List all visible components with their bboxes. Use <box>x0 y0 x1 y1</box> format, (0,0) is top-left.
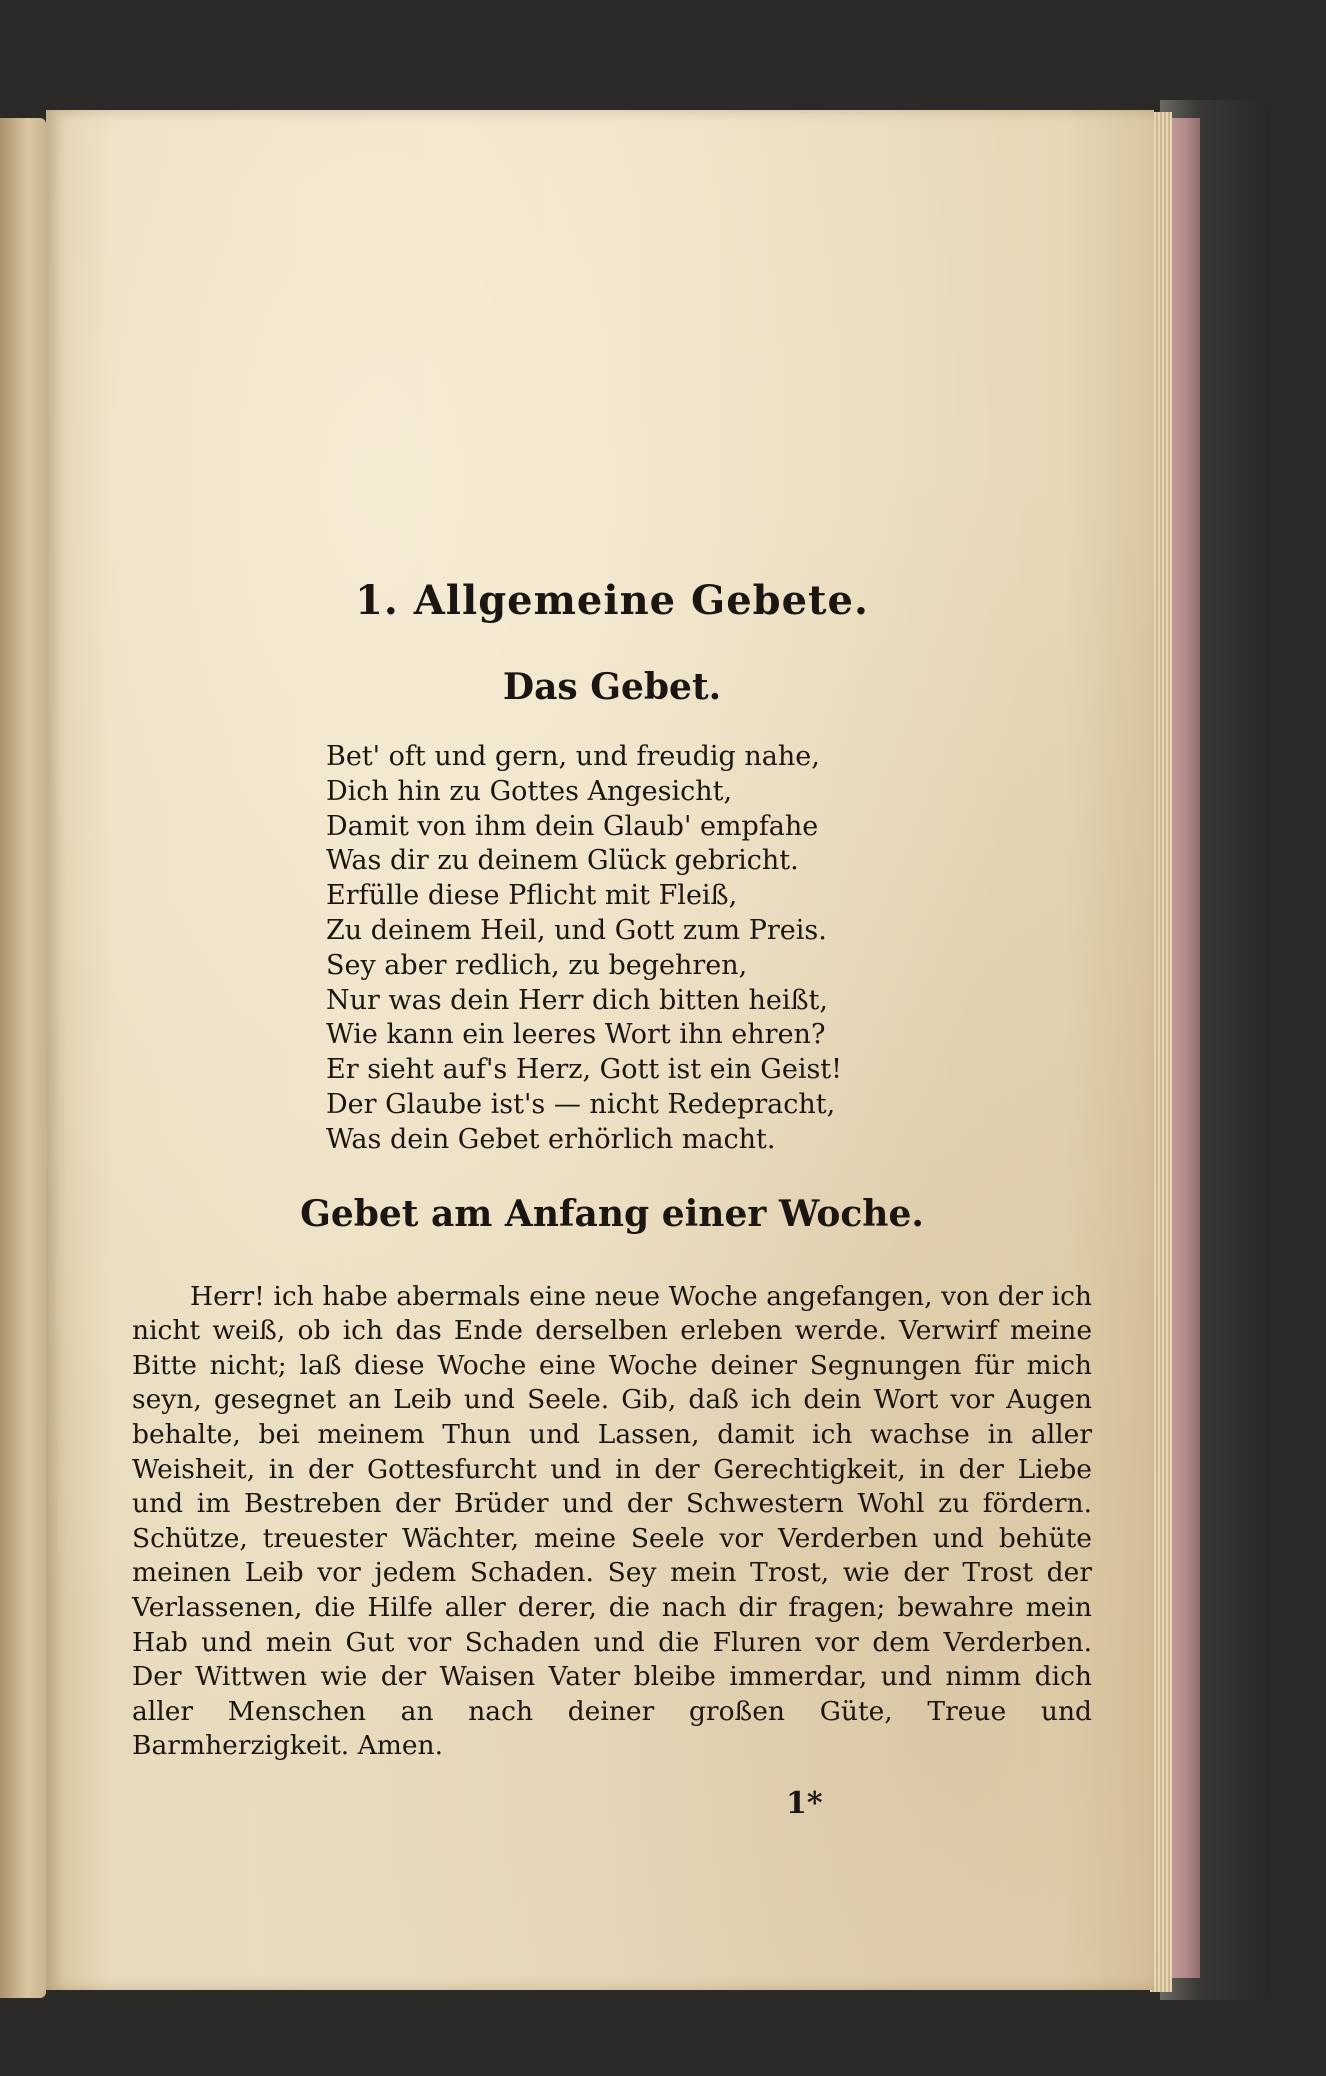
poem-line: Dich hin zu Gottes Angesicht, <box>326 775 733 807</box>
poem-line: Was dein Gebet erhörlich macht. <box>326 1123 776 1155</box>
chapter-heading: 1. Allgemeine Gebete. <box>355 577 869 624</box>
poem-line: Sey aber redlich, zu begehren, <box>326 949 748 981</box>
poem-line: Bet' oft und gern, und freudig nahe, <box>326 741 820 772</box>
left-page-edge <box>0 118 46 1998</box>
prayer-title: Gebet am Anfang einer Woche. <box>300 1192 924 1235</box>
poem-line: Erfülle diese Pflicht mit Fleiß, <box>326 880 738 912</box>
poem-line: Der Glaube ist's — nicht Redepracht, <box>326 1088 836 1120</box>
book-page <box>46 110 1154 1990</box>
signature-mark: 1* <box>786 1786 823 1821</box>
poem <box>326 740 1092 1158</box>
poem-line: Damit von ihm dein Glaub' empfahe <box>326 810 819 842</box>
poem-line: Wie kann ein leeres Wort ihn ehren? <box>326 1019 826 1051</box>
poem-line: Nur was dein Herr dich bitten heißt, <box>326 984 828 1016</box>
poem-line: Er sieht auf's Herz, Gott ist ein Geist! <box>326 1054 843 1086</box>
poem-line: Was dir zu deinem Glück gebricht. <box>326 845 799 877</box>
poem-title: Das Gebet. <box>502 666 722 708</box>
page-content <box>132 576 1092 1764</box>
prayer-text: Herr! ich habe abermals eine neue Woche angefangen, von der ich nicht weiß, ob ich das Ende derselben erleben werde. Verwirf meine Bitte nicht; laß diese Woche eine Woche deiner Segnungen für mich seyn, gesegnet an Leib und Seele. Gib, daß ich dein Wort vor Augen behalte, bei meinem Thun und Lassen, damit ich wachse in aller Weisheit, in der Gottesfurcht und in der Gerechtigkeit, in der Liebe und im Bestreben der Brüder und der Schwestern Wohl zu fördern. Schütze, treuester Wächter, meine Seele vor Verderben und behüte meinen Leib vor jedem Schaden. Sey mein Trost, wie der Trost der Verlassenen, die Hilfe aller derer, die nach dir fragen; bewahre mein Hab und mein Gut vor Schaden und die Fluren vor dem Verderben. Der Wittwen wie der Waisen Vater bleibe immerdar, und nimm dich aller Menschen an nach deiner großen Güte, Treue und Barmherzigkeit. Amen. <box>132 1280 1092 1762</box>
poem-line: Zu deinem Heil, und Gott zum Preis. <box>326 914 827 946</box>
cover-edge <box>1170 118 1200 1978</box>
